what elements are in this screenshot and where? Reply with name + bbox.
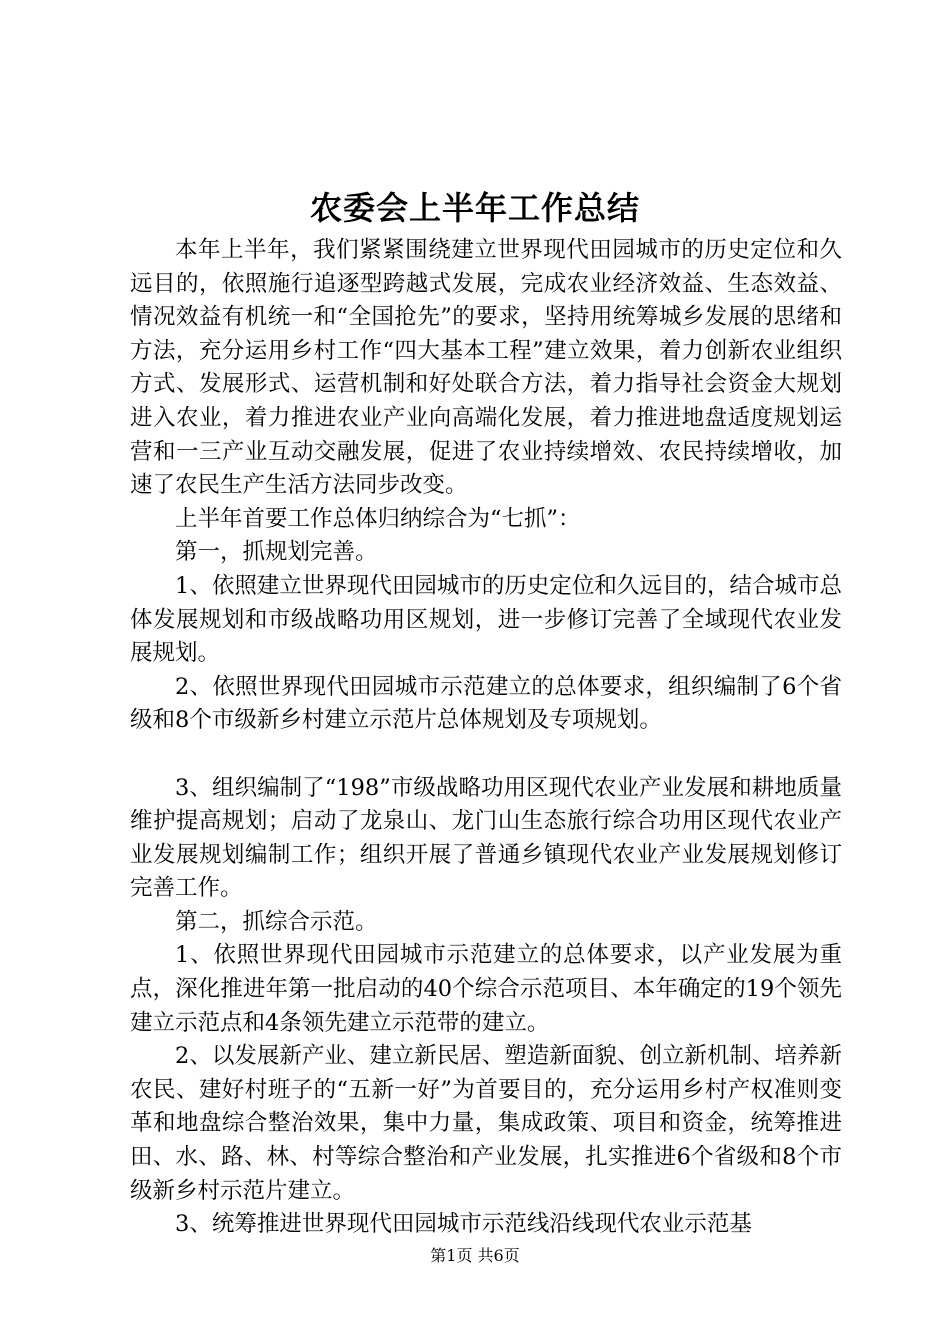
blank-line bbox=[130, 738, 842, 772]
paragraph-demonstration-1: 1、依照世界现代田园城市示范建立的总体要求，以产业发展为重点，深化推进年第一批启动的40个综合示范项目、本年确定的19个领先建立示范点和4条领先建立示范带的建立。 bbox=[130, 942, 842, 1036]
paragraph-demonstration-3: 3、统筹推进世界现代田园城市示范线沿线现代农业示范基 bbox=[175, 1211, 752, 1238]
document-body bbox=[130, 234, 842, 1242]
paragraph-intro: 本年上半年，我们紧紧围绕建立世界现代田园城市的历史定位和久远目的，依照施行追逐型跨越式发展，完成农业经济效益、生态效益、情况效益有机统一和“全国抢先”的要求，坚持用统筹城乡发展的思绪和方法，充分运用乡村工作“四大基本工程”建立效果，着力创新农业组织方式、发展形式、运营机制和好处联合方法，着力指导社会资金大规划进入农业，着力推进农业产业向高端化发展，着力推进地盘适度规划运营和一三产业互动交融发展，促进了农业持续增效、农民持续增收，加速了农民生产生活方法同步改变。 bbox=[130, 237, 842, 499]
paragraph-planning-1: 1、依照建立世界现代田园城市的历史定位和久远目的，结合城市总体发展规划和市级战略功用区规划，进一步修订完善了全域现代农业发展规划。 bbox=[130, 572, 842, 667]
paragraph-planning-2: 2、依照世界现代田园城市示范建立的总体要求，组织编制了6个省级和8个市级新乡村建立示范片总体规划及专项规划。 bbox=[130, 673, 842, 734]
section-heading-demonstration: 第二，抓综合示范。 bbox=[175, 908, 378, 935]
document-title: 农委会上半年工作总结 bbox=[309, 189, 640, 227]
section-heading-planning: 第一，抓规划完善。 bbox=[175, 539, 378, 566]
paragraph-summary-heading: 上半年首要工作总体归纳综合为“七抓”： bbox=[175, 505, 581, 532]
paragraph-demonstration-2: 2、以发展新产业、建立新民居、塑造新面貌、创立新机制、培养新农民、建好村班子的“五新一好”为首要目的，充分运用乡村产权准则变革和地盘综合整治效果，集中力量，集成政策、项目和资金，统筹推进田、水、路、林、村等综合整治和产业发展，扎实推进6个省级和8个市级新乡村示范片建立。 bbox=[130, 1043, 842, 1204]
page-footer: 第1页 共6页 bbox=[430, 1246, 520, 1265]
paragraph-planning-3: 3、组织编制了“198”市级战略功用区现代农业产业发展和耕地质量维护提高规划；启动了龙泉山、龙门山生态旅行综合功用区现代农业产业发展规划编制工作；组织开展了普通乡镇现代农业产业发展规划修订完善工作。 bbox=[130, 774, 842, 902]
